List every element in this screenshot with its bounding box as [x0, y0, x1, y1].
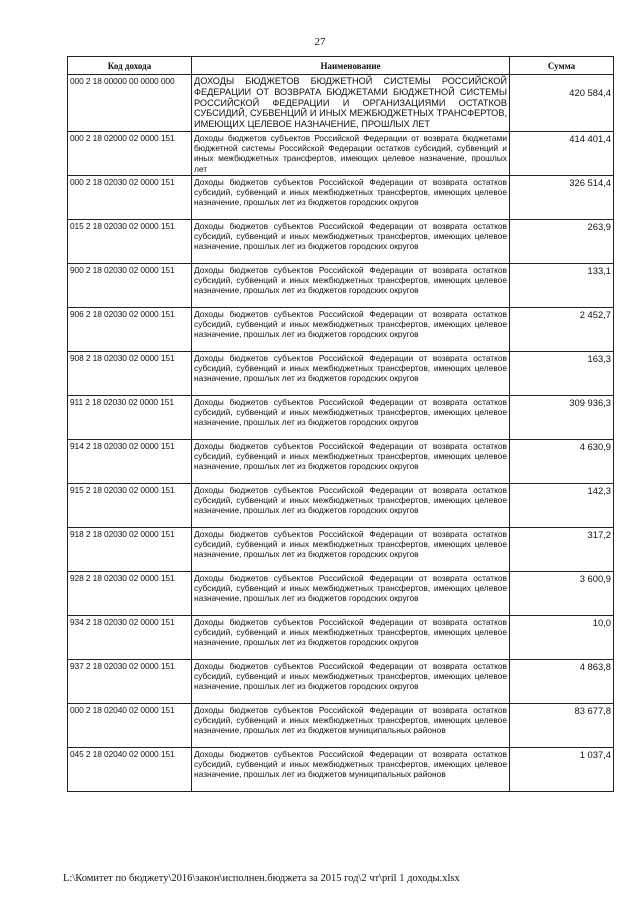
column-header-code: Код дохода: [68, 57, 192, 75]
revenue-name-cell: Доходы бюджетов субъектов Российской Федерации от возврата остатков субсидий, субвенций и иных межбюджетных трансфертов, имеющих целевое назначение, прошлых лет из бюджетов муниципальных районов: [192, 748, 510, 792]
revenue-name-cell: Доходы бюджетов субъектов Российской Федерации от возврата остатков субсидий, субвенций и иных межбюджетных трансфертов, имеющих целевое назначение, прошлых лет из бюджетов городских округов: [192, 264, 510, 308]
revenue-name-cell: Доходы бюджетов субъектов Российской Федерации от возврата остатков субсидий, субвенций и иных межбюджетных трансфертов, имеющих целевое назначение, прошлых лет из бюджетов городских округов: [192, 616, 510, 660]
table-row: [68, 264, 614, 308]
revenue-sum-cell: 1 037,4: [510, 748, 614, 792]
revenue-code-cell: 000 2 18 00000 00 0000 000: [68, 75, 192, 132]
revenue-name-cell: Доходы бюджетов субъектов Российской Федерации от возврата остатков субсидий, субвенций и иных межбюджетных трансфертов, имеющих целевое назначение, прошлых лет из бюджетов городских округов: [192, 176, 510, 220]
revenue-code-cell: 915 2 18 02030 02 0000 151: [68, 484, 192, 528]
revenue-sum-cell: 263,9: [510, 220, 614, 264]
revenue-sum-cell: 2 452,7: [510, 308, 614, 352]
table-row: [68, 572, 614, 616]
revenue-sum-cell: 317,2: [510, 528, 614, 572]
revenue-name-cell: Доходы бюджетов субъектов Российской Федерации от возврата остатков субсидий, субвенций и иных межбюджетных трансфертов, имеющих целевое назначение, прошлых лет из бюджетов городских округов: [192, 396, 510, 440]
file-path-footer: L:\Комитет по бюджету\2016\закон\исполнен.бюджета за 2015 год\2 чт\pril 1 доходы.xlsx: [63, 873, 460, 884]
revenue-code-cell: 906 2 18 02030 02 0000 151: [68, 308, 192, 352]
column-header-sum: Сумма: [510, 57, 614, 75]
revenue-code-cell: 908 2 18 02030 02 0000 151: [68, 352, 192, 396]
table-body: [68, 75, 614, 792]
revenue-name-cell: Доходы бюджетов субъектов Российской Федерации от возврата остатков субсидий, субвенций и иных межбюджетных трансфертов, имеющих целевое назначение, прошлых лет из бюджетов городских округов: [192, 308, 510, 352]
table-row: [68, 660, 614, 704]
revenue-name-cell: Доходы бюджетов субъектов Российской Федерации от возврата остатков субсидий, субвенций и иных межбюджетных трансфертов, имеющих целевое назначение, прошлых лет из бюджетов городских округов: [192, 660, 510, 704]
revenue-name-cell: Доходы бюджетов субъектов Российской Федерации от возврата остатков субсидий, субвенций и иных межбюджетных трансфертов, имеющих целевое назначение, прошлых лет из бюджетов городских округов: [192, 572, 510, 616]
table-row: [68, 176, 614, 220]
revenue-code-cell: 918 2 18 02030 02 0000 151: [68, 528, 192, 572]
revenue-table: [67, 56, 614, 792]
revenue-sum-cell: 309 936,3: [510, 396, 614, 440]
revenue-name-cell: Доходы бюджетов субъектов Российской Федерации от возврата бюджетами бюджетной системы Российской Федерации остатков субсидий, субвенций и иных межбюджетных трансфертов, имеющих целевое назначение, прошлых лет: [192, 132, 510, 176]
column-header-name: Наименование: [192, 57, 510, 75]
revenue-name-cell: Доходы бюджетов субъектов Российской Федерации от возврата остатков субсидий, субвенций и иных межбюджетных трансфертов, имеющих целевое назначение, прошлых лет из бюджетов городских округов: [192, 484, 510, 528]
revenue-code-cell: 000 2 18 02040 02 0000 151: [68, 704, 192, 748]
revenue-name-cell: ДОХОДЫ БЮДЖЕТОВ БЮДЖЕТНОЙ СИСТЕМЫ РОССИЙСКОЙ ФЕДЕРАЦИИ ОТ ВОЗВРАТА БЮДЖЕТАМИ БЮДЖЕТНОЙ СИСТЕМЫ РОССИЙСКОЙ ФЕДЕРАЦИИ И ОРГАНИЗАЦИЯМИ ОСТАТКОВ СУБСИДИЙ, СУБВЕНЦИЙ И ИНЫХ МЕЖБЮДЖЕТНЫХ ТРАНСФЕРТОВ, ИМЕЮЩИХ ЦЕЛЕВОЕ НАЗНАЧЕНИЕ, ПРОШЛЫХ ЛЕТ: [192, 75, 510, 132]
table-row: [68, 528, 614, 572]
revenue-code-cell: 045 2 18 02040 02 0000 151: [68, 748, 192, 792]
revenue-code-cell: 937 2 18 02030 02 0000 151: [68, 660, 192, 704]
table-row: [68, 352, 614, 396]
revenue-code-cell: 015 2 18 02030 02 0000 151: [68, 220, 192, 264]
revenue-code-cell: 914 2 18 02030 02 0000 151: [68, 440, 192, 484]
revenue-code-cell: 900 2 18 02030 02 0000 151: [68, 264, 192, 308]
table-row: [68, 132, 614, 176]
table-row: [68, 748, 614, 792]
revenue-sum-cell: 4 630,9: [510, 440, 614, 484]
revenue-code-cell: 928 2 18 02030 02 0000 151: [68, 572, 192, 616]
revenue-name-cell: Доходы бюджетов субъектов Российской Федерации от возврата остатков субсидий, субвенций и иных межбюджетных трансфертов, имеющих целевое назначение, прошлых лет из бюджетов муниципальных районов: [192, 704, 510, 748]
table-header-row: [68, 57, 614, 75]
table-row: [68, 484, 614, 528]
revenue-name-cell: Доходы бюджетов субъектов Российской Федерации от возврата остатков субсидий, субвенций и иных межбюджетных трансфертов, имеющих целевое назначение, прошлых лет из бюджетов городских округов: [192, 528, 510, 572]
revenue-code-cell: 911 2 18 02030 02 0000 151: [68, 396, 192, 440]
table-row: [68, 75, 614, 132]
revenue-sum-cell: 133,1: [510, 264, 614, 308]
revenue-sum-cell: 83 677,8: [510, 704, 614, 748]
table-row: [68, 396, 614, 440]
revenue-sum-cell: 420 584,4: [510, 75, 614, 132]
revenue-sum-cell: 4 863,8: [510, 660, 614, 704]
table-row: [68, 704, 614, 748]
table-row: [68, 220, 614, 264]
revenue-name-cell: Доходы бюджетов субъектов Российской Федерации от возврата остатков субсидий, субвенций и иных межбюджетных трансфертов, имеющих целевое назначение, прошлых лет из бюджетов городских округов: [192, 220, 510, 264]
page-number: 27: [314, 36, 326, 48]
revenue-sum-cell: 142,3: [510, 484, 614, 528]
revenue-sum-cell: 3 600,9: [510, 572, 614, 616]
revenue-sum-cell: 10,0: [510, 616, 614, 660]
revenue-name-cell: Доходы бюджетов субъектов Российской Федерации от возврата остатков субсидий, субвенций и иных межбюджетных трансфертов, имеющих целевое назначение, прошлых лет из бюджетов городских округов: [192, 352, 510, 396]
revenue-sum-cell: 414 401,4: [510, 132, 614, 176]
revenue-code-cell: 934 2 18 02030 02 0000 151: [68, 616, 192, 660]
table-row: [68, 440, 614, 484]
revenue-sum-cell: 326 514,4: [510, 176, 614, 220]
table-row: [68, 308, 614, 352]
revenue-code-cell: 000 2 18 02000 02 0000 151: [68, 132, 192, 176]
revenue-code-cell: 000 2 18 02030 02 0000 151: [68, 176, 192, 220]
revenue-sum-cell: 163,3: [510, 352, 614, 396]
revenue-name-cell: Доходы бюджетов субъектов Российской Федерации от возврата остатков субсидий, субвенций и иных межбюджетных трансфертов, имеющих целевое назначение, прошлых лет из бюджетов городских округов: [192, 440, 510, 484]
table-row: [68, 616, 614, 660]
